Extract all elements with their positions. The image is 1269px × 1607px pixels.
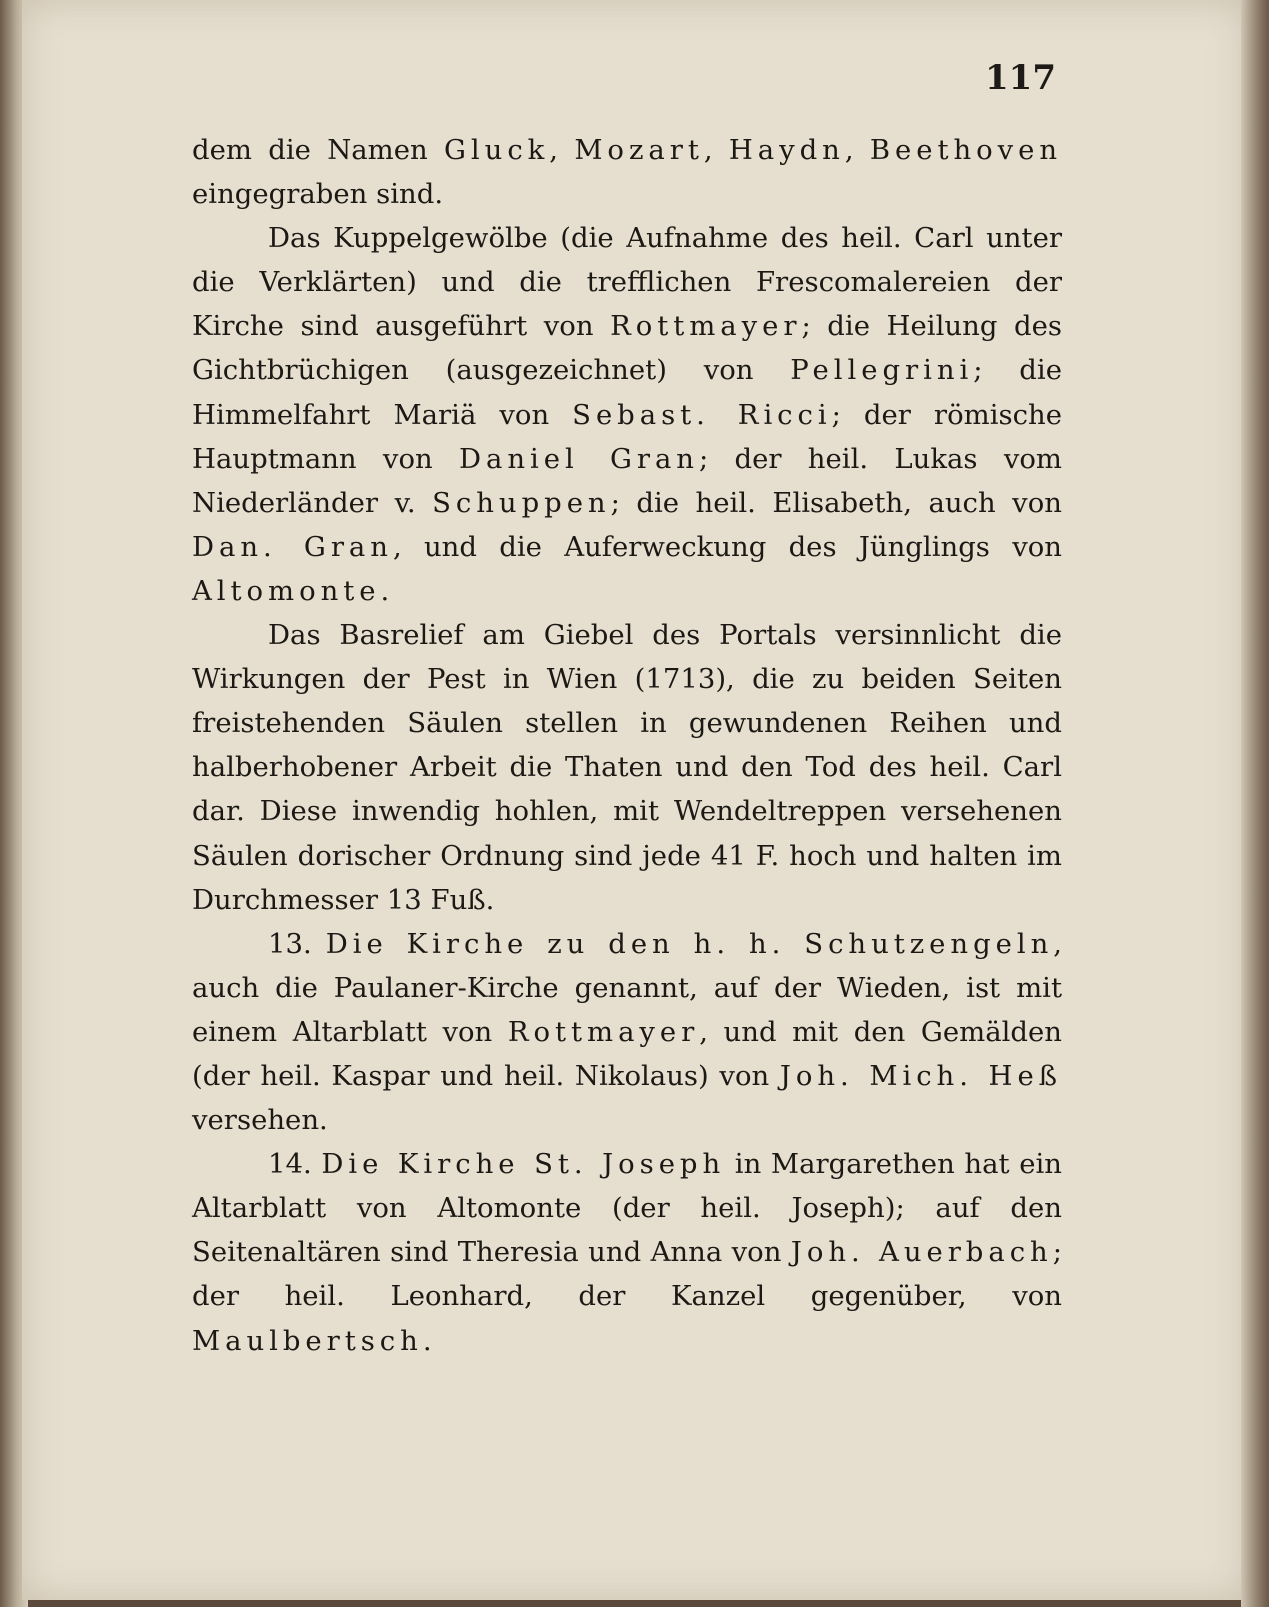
spaced-name: Schuppen (432, 486, 611, 519)
paragraph (192, 922, 1062, 1142)
spaced-name: Joh. Auerbach (790, 1236, 1053, 1269)
text-run: Das Basrelief am Giebel des Portals versinnlicht die Wirkungen der Pest in Wien (1713), die zu beiden Seiten freistehenden Säulen stellen in gewundenen Reihen und halberhobener Arbeit die Thaten und den Tod des heil. Carl dar. Diese inwendig hohlen, mit Wendeltreppen versehenen Säulen dorischer Ordnung sind jede 41 F. hoch und halten im Durchmesser 13 Fuß. (192, 619, 1062, 916)
text-run: 13. (268, 927, 326, 960)
spaced-name: Die Kirche zu den h. h. Schutzengeln (325, 927, 1054, 960)
text-run: . (422, 1324, 432, 1357)
spaced-name: Pellegrini (790, 354, 974, 387)
text-run: , (549, 134, 575, 166)
text-run: dem die Namen (192, 134, 444, 166)
spaced-name: Daniel Gran (459, 442, 699, 475)
text-run: , (703, 134, 729, 166)
spaced-name: Rottmayer (610, 310, 802, 343)
text-run: ; die Himmelfahrt Mariä von (192, 354, 1062, 431)
text-run: ; der römische Hauptmann von (192, 398, 1062, 475)
text-run: ; der heil. Leonhard, der Kanzel gegenüber, von (192, 1236, 1062, 1313)
body-text (192, 128, 1062, 1363)
spaced-name: Mozart (574, 134, 704, 166)
paragraph (192, 1142, 1062, 1362)
text-run: eingegraben sind. (192, 178, 444, 211)
text-run: , (844, 134, 870, 166)
text-run: in Margarethen hat ein Altarblatt von Altomonte (der heil. Joseph); auf den Seitenaltären sind Theresia und Anna von (192, 1148, 1062, 1269)
text-run: , auch die Paulaner-Kirche genannt, auf der Wieden, ist mit einem Altarblatt von (192, 927, 1062, 1048)
spaced-name: Gluck (444, 134, 550, 166)
spaced-name: Joh. Mich. Heß (779, 1059, 1062, 1092)
text-run: Das Kuppelgewölbe (die Aufnahme des heil. Carl unter die Verklärten) und die trefflichen Frescomalereien der Kirche sind ausgeführt von (192, 222, 1062, 343)
text-run: ; die Heilung des Gichtbrüchigen (ausgezeichnet) von (192, 310, 1062, 387)
text-run: . (380, 574, 390, 607)
spaced-name: Maulbertsch (192, 1324, 423, 1357)
paragraph (192, 216, 1062, 613)
spaced-name: Dan. Gran (192, 530, 393, 563)
text-run: , und mit den Gemälden (der heil. Kaspar und heil. Nikolaus) von (192, 1015, 1062, 1092)
text-run: 14. (268, 1148, 322, 1181)
spaced-name: Haydn (728, 134, 845, 166)
text-run: versehen. (192, 1104, 328, 1137)
paragraph (192, 128, 1062, 216)
text-run: ; der heil. Lukas vom Niederländer v. (192, 442, 1062, 519)
spaced-name: Beethoven (869, 134, 1063, 166)
text-run: , und die Auferweckung des Jünglings von (392, 530, 1062, 563)
page-number: 117 (985, 58, 1056, 98)
spaced-name: Die Kirche St. Joseph (321, 1148, 726, 1181)
spaced-name: Sebast. Ricci (572, 398, 832, 431)
paragraph (192, 613, 1062, 922)
page-edge (1241, 0, 1269, 1607)
text-run: ; die heil. Elisabeth, auch von (610, 486, 1062, 519)
spaced-name: Altomonte (192, 574, 381, 607)
spaced-name: Rottmayer (507, 1015, 700, 1048)
